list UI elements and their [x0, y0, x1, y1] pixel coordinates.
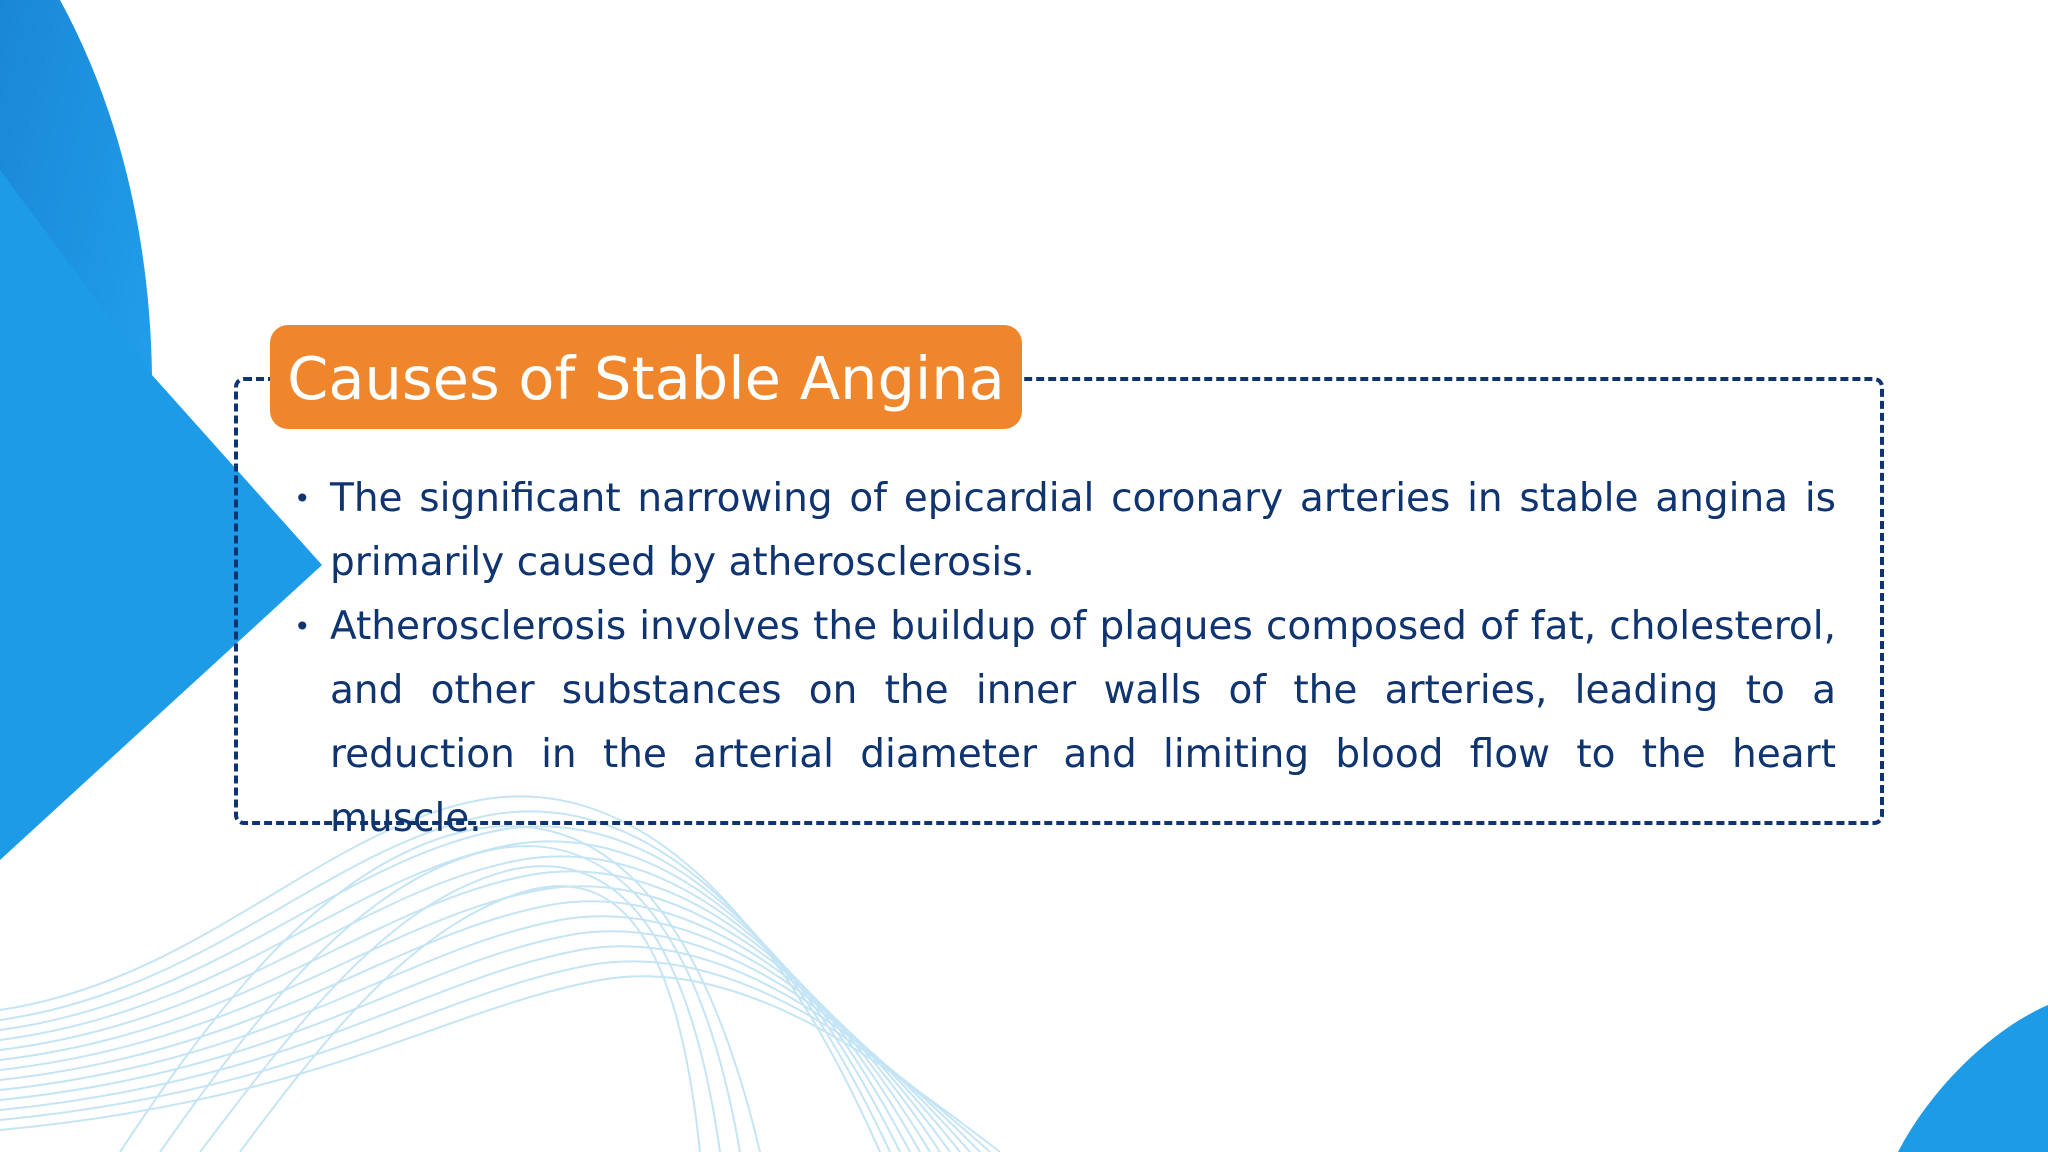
bullet-icon: •: [294, 482, 311, 515]
list-item: [294, 595, 1836, 851]
corner-blue-circle: [1898, 1005, 2048, 1152]
slide-title: Causes of Stable Angina: [287, 344, 1005, 413]
title-tab: [270, 325, 1022, 429]
bullet-text: Atherosclerosis involves the buildup of plaques composed of fat, cholesterol, and other substances on the inner walls of the arteries, leading to a reduction in the arterial diameter and limiting blood flow to the heart muscle.: [330, 604, 1836, 841]
list-item: [294, 467, 1836, 595]
bullet-icon: •: [294, 610, 311, 643]
bullet-list: [294, 467, 1836, 851]
bullet-text: The significant narrowing of epicardial coronary arteries in stable angina is primarily caused by atherosclerosis.: [330, 476, 1836, 585]
